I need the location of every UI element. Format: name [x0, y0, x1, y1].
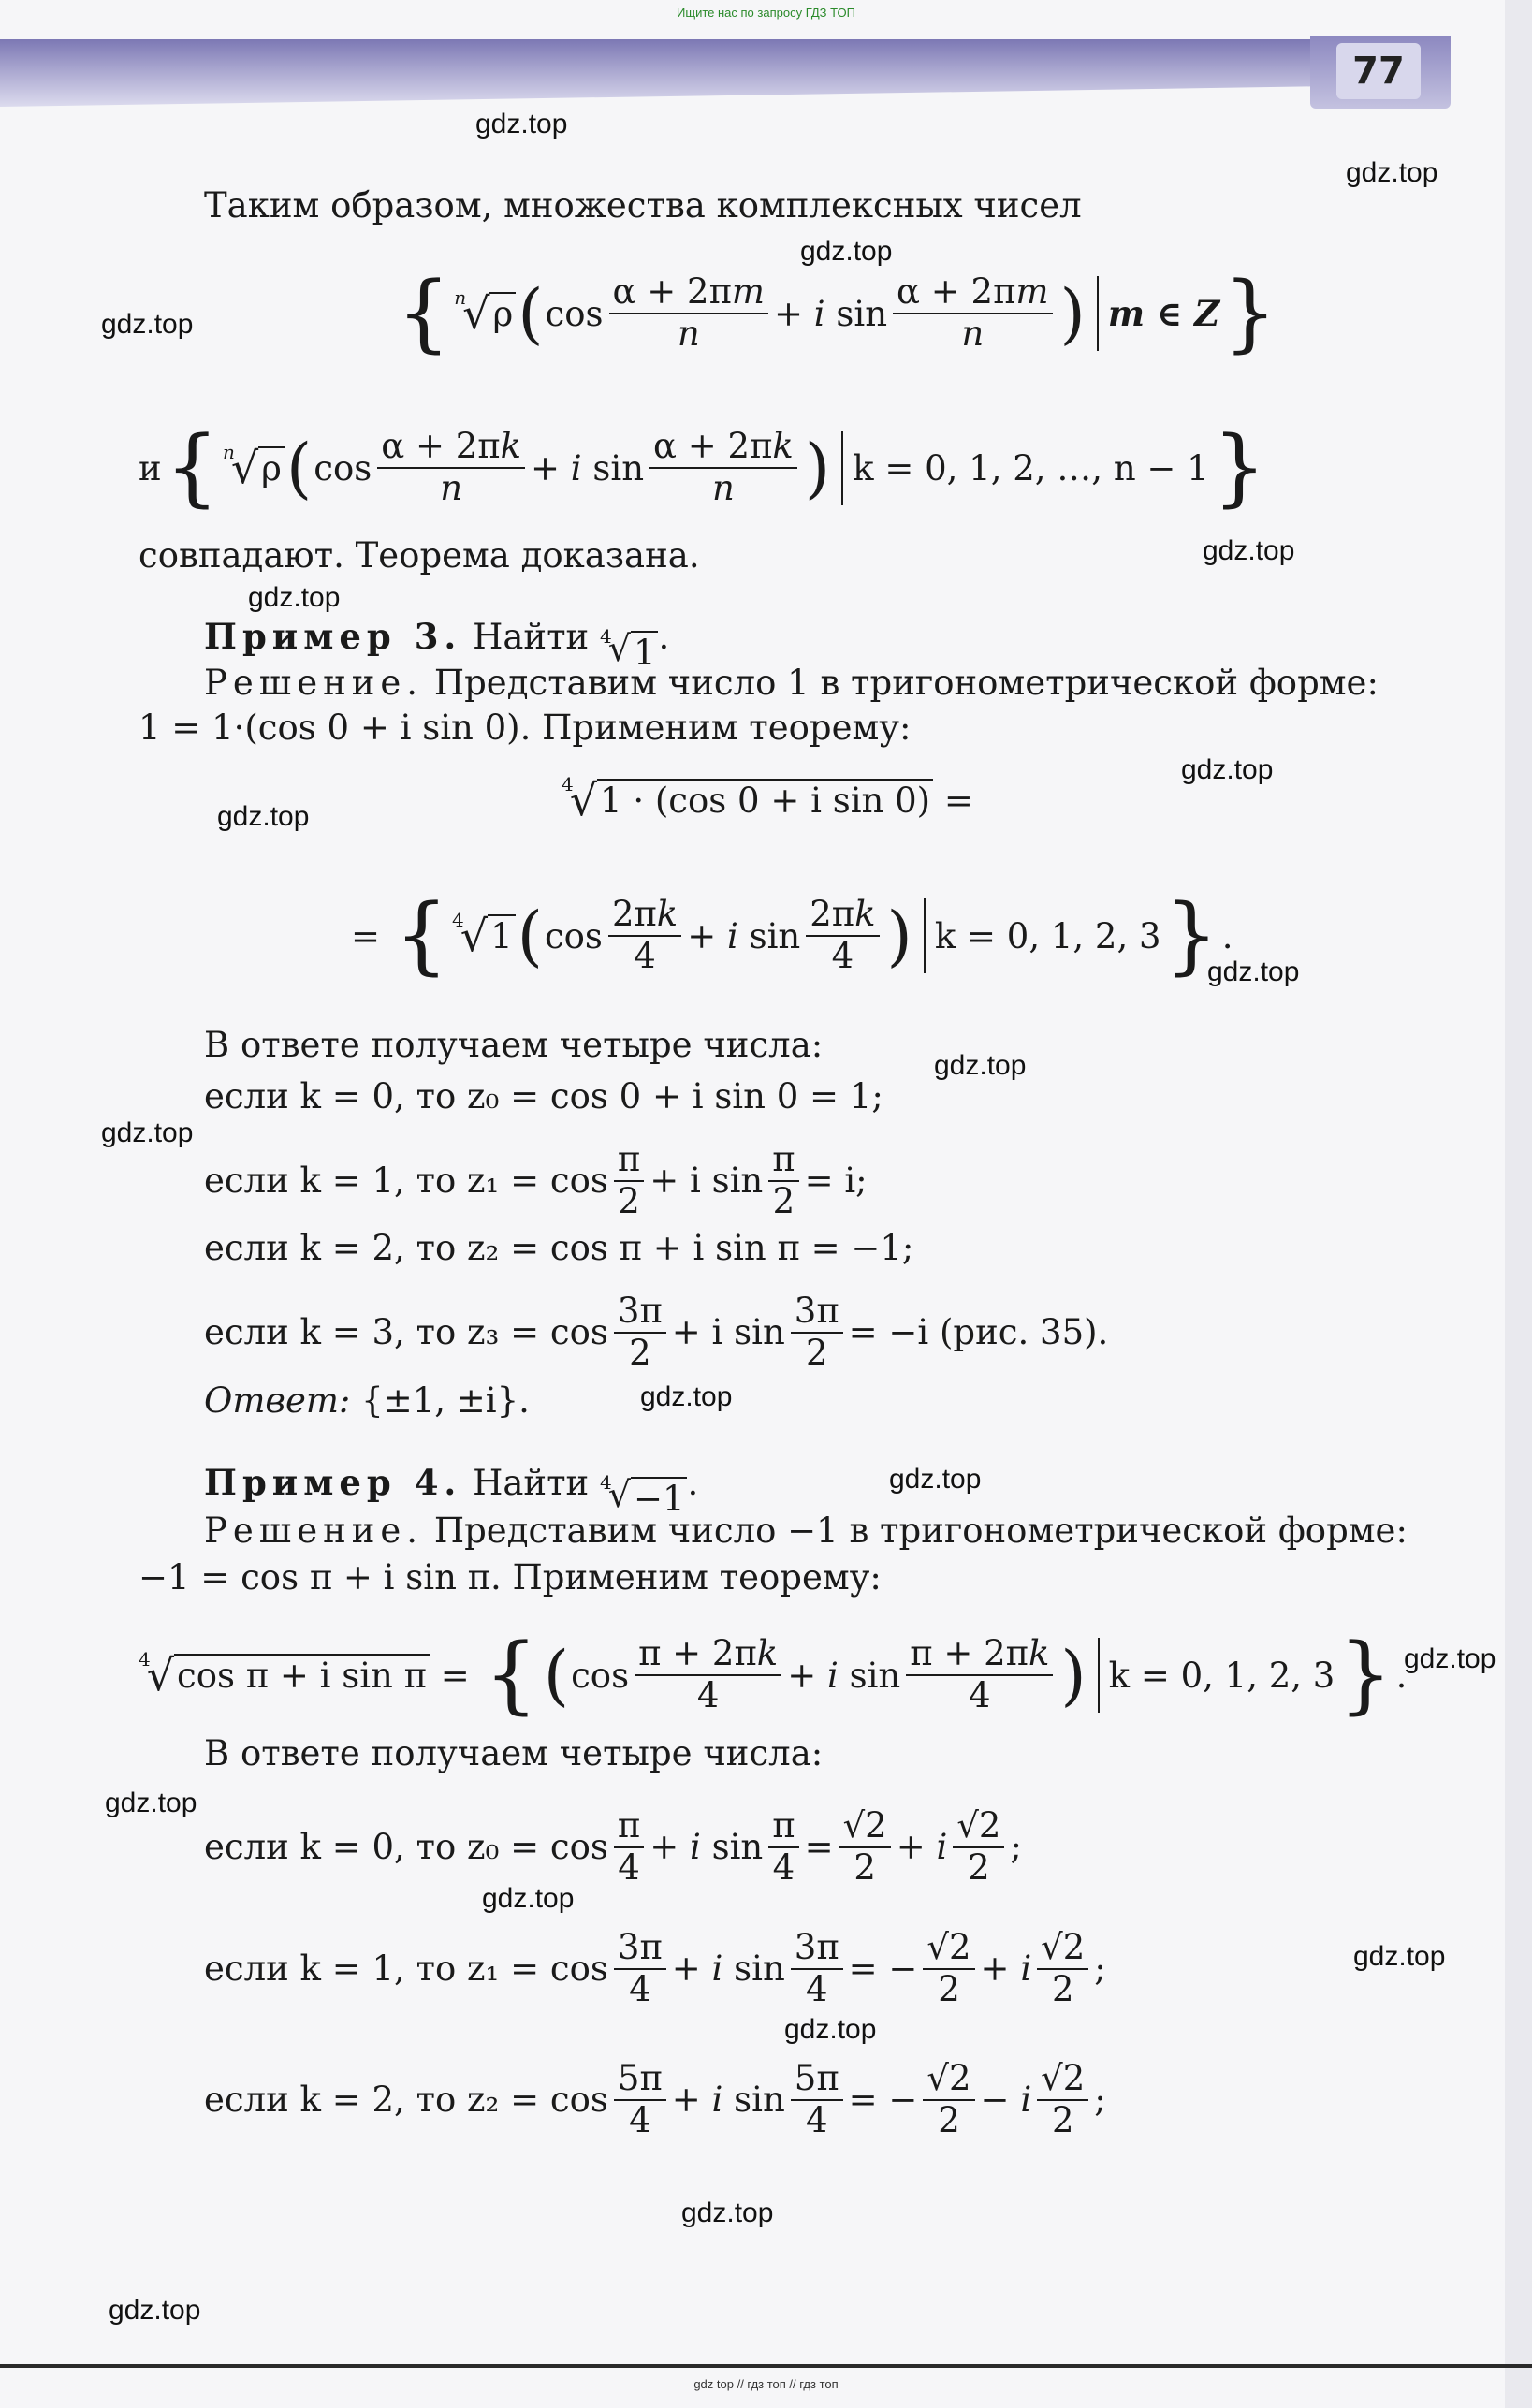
example-4-solution: Решение. Представим число −1 в тригонометрической форме: [204, 1510, 1408, 1551]
example-3-k1: если k = 1, то z₁ = cos $\frac{\pi}{2}$ + i sin $\frac{\pi}{2}$ = i; [204, 1139, 868, 1221]
formula-set-m: { n √ ρ ( cos $\frac{\alpha + 2\pi m}{n}$ + i sin $\frac{\alpha + 2\pi m}{n}$ ) m ∈ Z } [397, 264, 1277, 362]
example-3-k3: если k = 3, то z₃ = cos $\frac{3\pi}{2}$ + i sin $\frac{3\pi}{2}$ = −i (рис. 35). [204, 1291, 1109, 1373]
set-m-condition: m ∈ Z [1107, 293, 1220, 334]
paragraph-line: совпадают. Теорема доказана. [139, 535, 700, 576]
watermark: gdz.top [889, 1464, 982, 1495]
watermark: gdz.top [800, 236, 893, 267]
example-4-k1: если k = 1, то z₁ = cos $\frac{3\pi}{4}$ + i sin $\frac{3\pi}{4}$ = − $\frac{√2}{2}$ + i $\frac{√2}{2}$ ; [204, 1927, 1106, 2009]
formula-set-k: и { n √ ρ ( cos $\frac{\alpha + 2\pi k}{n}$ + i sin $\frac{\alpha + 2\pi k}{n}$ ) k = 0, 1, 2, …, n − 1 } [139, 418, 1266, 517]
watermark: gdz.top [105, 1788, 197, 1818]
paragraph-line: Таким образом, множества комплексных чисел [204, 185, 1082, 226]
watermark: gdz.top [1181, 754, 1274, 785]
footer-note: gdz top // гдз топ // гдз топ [693, 2377, 839, 2391]
set-k-condition: k = 0, 1, 2, …, n − 1 [853, 447, 1209, 489]
watermark: gdz.top [784, 2014, 877, 2045]
watermark: gdz.top [101, 309, 194, 340]
example-4-form: −1 = cos π + i sin π. Применим теорему: [139, 1557, 882, 1598]
example-4-k0: если k = 0, то z₀ = cos $\frac{\pi}{4}$ + i sin $\frac{\pi}{4}$ = $\frac{√2}{2}$ + i $\frac{√2}{2}$ ; [204, 1805, 1022, 1888]
watermark: gdz.top [1404, 1643, 1496, 1674]
watermark: gdz.top [101, 1117, 194, 1148]
watermark: gdz.top [681, 2197, 774, 2228]
watermark: gdz.top [1207, 956, 1300, 987]
watermark: gdz.top [1203, 535, 1295, 566]
example-3-heading: Пример 3. Найти 4 √ 1 . [204, 616, 670, 673]
example-4-k2: если k = 2, то z₂ = cos $\frac{5\pi}{4}$ + i sin $\frac{5\pi}{4}$ = − $\frac{√2}{2}$ − i $\frac{√2}{2}$ ; [204, 2058, 1106, 2140]
top-note: Ищите нас по запросу ГДЗ ТОП [677, 6, 855, 20]
example-3-form: 1 = 1·(cos 0 + i sin 0). Применим теорему: [139, 708, 912, 748]
example-4-heading: Пример 4. Найти 4 √ −1 . [204, 1462, 699, 1519]
watermark: gdz.top [1346, 157, 1438, 188]
watermark: gdz.top [475, 109, 568, 139]
watermark: gdz.top [1353, 1941, 1446, 1972]
watermark: gdz.top [217, 801, 310, 832]
watermark: gdz.top [248, 582, 341, 613]
watermark: gdz.top [640, 1381, 733, 1412]
watermark: gdz.top [482, 1883, 575, 1914]
watermark: gdz.top [934, 1050, 1027, 1081]
example-3-k0: если k = 0, то z₀ = cos 0 + i sin 0 = 1; [204, 1076, 883, 1116]
example-3-root: 4 √ 1 · (cos 0 + i sin 0) = [562, 773, 973, 825]
answer-intro: В ответе получаем четыре числа: [204, 1733, 824, 1773]
example-4-set: 4 √ cos π + i sin π = { ( cos $\frac{\pi + 2\pi k}{4}$ + i sin $\frac{\pi + 2\pi k}{4}$ ) k = 0, 1, 2, 3 } . [139, 1626, 1408, 1724]
example-3-solution: Решение. Представим число 1 в тригонометрической форме: [204, 663, 1379, 703]
bottom-rule [0, 2364, 1532, 2368]
example-3-k2: если k = 2, то z₂ = cos π + i sin π = −1; [204, 1228, 914, 1268]
page-number: 77 [1336, 43, 1421, 99]
watermark: gdz.top [109, 2295, 201, 2326]
answer-intro: В ответе получаем четыре числа: [204, 1025, 824, 1065]
example-3-answer: Ответ: {±1, ±i}. [204, 1380, 530, 1421]
example-3-set: = { 4 √ 1 ( cos $\frac{2\pi k}{4}$ + i sin $\frac{2\pi k}{4}$ ) k = 0, 1, 2, 3 } . [351, 886, 1233, 985]
header-band [0, 39, 1310, 107]
page-edge [1505, 0, 1532, 2408]
and-word: и [139, 447, 162, 489]
